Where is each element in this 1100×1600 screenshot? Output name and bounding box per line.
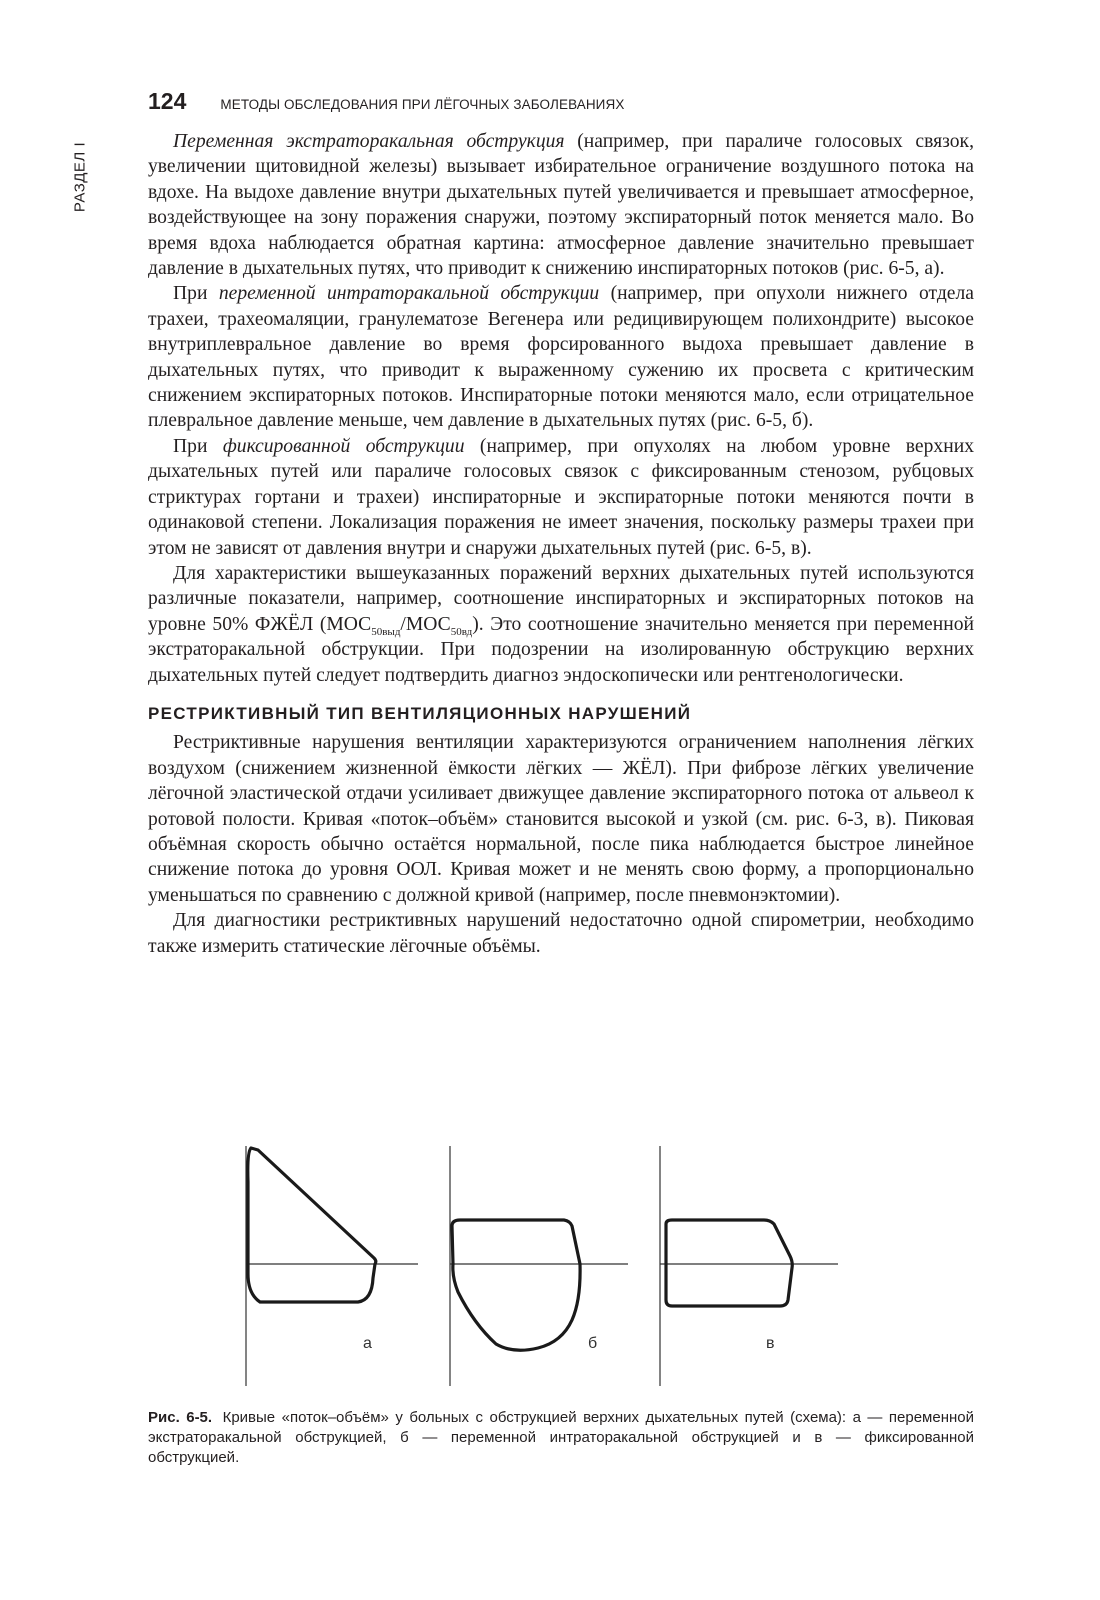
- paragraph-diagnostics: Для диагностики рестриктивных нарушений недостаточно одной спирометрии, необходимо также измерить статические лёгочные объёмы.: [148, 910, 974, 957]
- paragraph-restrictive: Рестриктивные нарушения вентиляции характеризуются ограничением наполнения лёгких воздухом (снижением жизненной ёмкости лёгких — ЖЁЛ). При фиброзе лёгких увеличение лёгочной эластической отдачи усиливает движущее давление экспираторного потока от альвеол к ротовой полости. Кривая «поток–объём» становится высокой и узкой (см. рис. 6-3, в). Пиковая объёмная скорость обычно остаётся нормальной, после пика наблюдается быстрое линейное снижение потока до уровня ООЛ. Кривая может и не менять свою форму, а пропорционально уменьшаться по сравнению с должной кривой (например, после пневмонэктомии).: [148, 732, 974, 906]
- paragraph-intrathoracic-lead: При: [173, 283, 219, 305]
- panel-c-label: в: [766, 1335, 775, 1352]
- section-heading: РЕСТРИКТИВНЫЙ ТИП ВЕНТИЛЯЦИОННЫХ НАРУШЕНИЙ: [148, 703, 692, 723]
- main-text: [148, 129, 974, 959]
- paragraph-characteristics-text-b: ). Это соотношение значительно меняется при переменной экстраторакальной обструкции. При подозрении на изолированную обструкцию верхних дыхательных путей следует подтвердить диагноз эндоскопически или рентгенологически.: [148, 613, 974, 686]
- section-side-label: [60, 136, 100, 218]
- panel-a-curve: [248, 1148, 376, 1302]
- section-side-label-text: РАЗДЕЛ I: [71, 141, 89, 213]
- paragraph-fixed-text: (например, при опухолях на любом уровне верхних дыхательных путей или параличе голосовых связок с фиксированным стенозом, рубцовых стриктурах гортани и трахеи) инспираторные и экспираторные потоки меняются почти в одинаковой степени. Локализация поражения не имеет значения, поскольку размеры трахеи при этом не зависят от давления внутри и снаружи дыхательных путей (рис. 6-5, в).: [148, 435, 974, 559]
- panel-b-curve: [452, 1220, 580, 1350]
- caption-label: Рис. 6-5.: [148, 1409, 213, 1426]
- paragraph-intrathoracic-text: (например, при опухоли нижнего отдела трахеи, трахеомаляции, гранулематозе Вегенера или редицивирующем полихондрите) высокое внутриплевральное давление во время форсированного выдоха превышает давление в дыхательных путях, что приводит к выраженному сужению их просвета с критическим снижением экспираторных потоков. Инспираторные потоки меняются мало, если отрицательное плевральное давление меньше, чем давление в дыхательных путях (рис. 6-5, б).: [148, 283, 974, 432]
- panel-c: [660, 1146, 838, 1386]
- page-number: 124: [148, 88, 187, 114]
- panel-c-curve: [666, 1220, 792, 1306]
- paragraph-characteristics-text-a: Для характеристики вышеуказанных поражений верхних дыхательных путей используются различные показатели, например, соотношение инспираторных и экспираторных потоков на уровне 50% ФЖЁЛ (МОС: [148, 562, 974, 635]
- paragraph-characteristics: [148, 561, 974, 688]
- figure-svg: [238, 1142, 848, 1390]
- panel-b-label: б: [588, 1335, 598, 1352]
- term-intrathoracic: переменной интраторакальной обструкции: [218, 283, 600, 305]
- paragraph-fixed: [148, 434, 974, 561]
- panel-a: [246, 1146, 418, 1386]
- subscript-insp: 50вд: [450, 625, 473, 638]
- page-header: [148, 88, 978, 118]
- running-head: МЕТОДЫ ОБСЛЕДОВАНИЯ ПРИ ЛЁГОЧНЫХ ЗАБОЛЕВАНИЯХ: [220, 97, 625, 112]
- paragraph-extrathoracic-text: (например, при параличе голосовых связок, увеличении щитовидной железы) вызывает избирательное ограничение воздушного потока на вдохе. На выдохе давление внутри дыхательных путей увеличивается и превышает атмосферное, воздействующее на зону поражения снаружи, поэтому экспираторный поток меняется мало. Во время вдоха наблюдается обратная картина: атмосферное давление значительно превышает давление в дыхательных путях, что приводит к снижению инспираторных потоков (рис. 6-5, а).: [148, 131, 974, 280]
- paragraph-fixed-lead: При: [173, 435, 223, 457]
- panel-b: [450, 1146, 628, 1386]
- term-extrathoracic: Переменная экстраторакальная обструкция: [173, 131, 565, 152]
- figure-flow-volume-curves: [238, 1142, 848, 1390]
- paragraph-intrathoracic: [148, 281, 974, 433]
- caption-text: Кривые «поток–объём» у больных с обструкцией верхних дыхательных путей (схема): а — переменной экстраторакальной обструкцией, б — переменной интраторакальной обструкцией и в — фиксированной обструкцией.: [148, 1409, 974, 1466]
- subscript-exp: 50выд: [371, 625, 401, 638]
- paragraph-extrathoracic: [148, 129, 974, 281]
- panel-a-label: а: [363, 1335, 372, 1352]
- term-fixed: фиксированной обструкции: [222, 435, 465, 457]
- paragraph-characteristics-slash: /МОС: [400, 613, 451, 635]
- figure-caption: [148, 1408, 974, 1468]
